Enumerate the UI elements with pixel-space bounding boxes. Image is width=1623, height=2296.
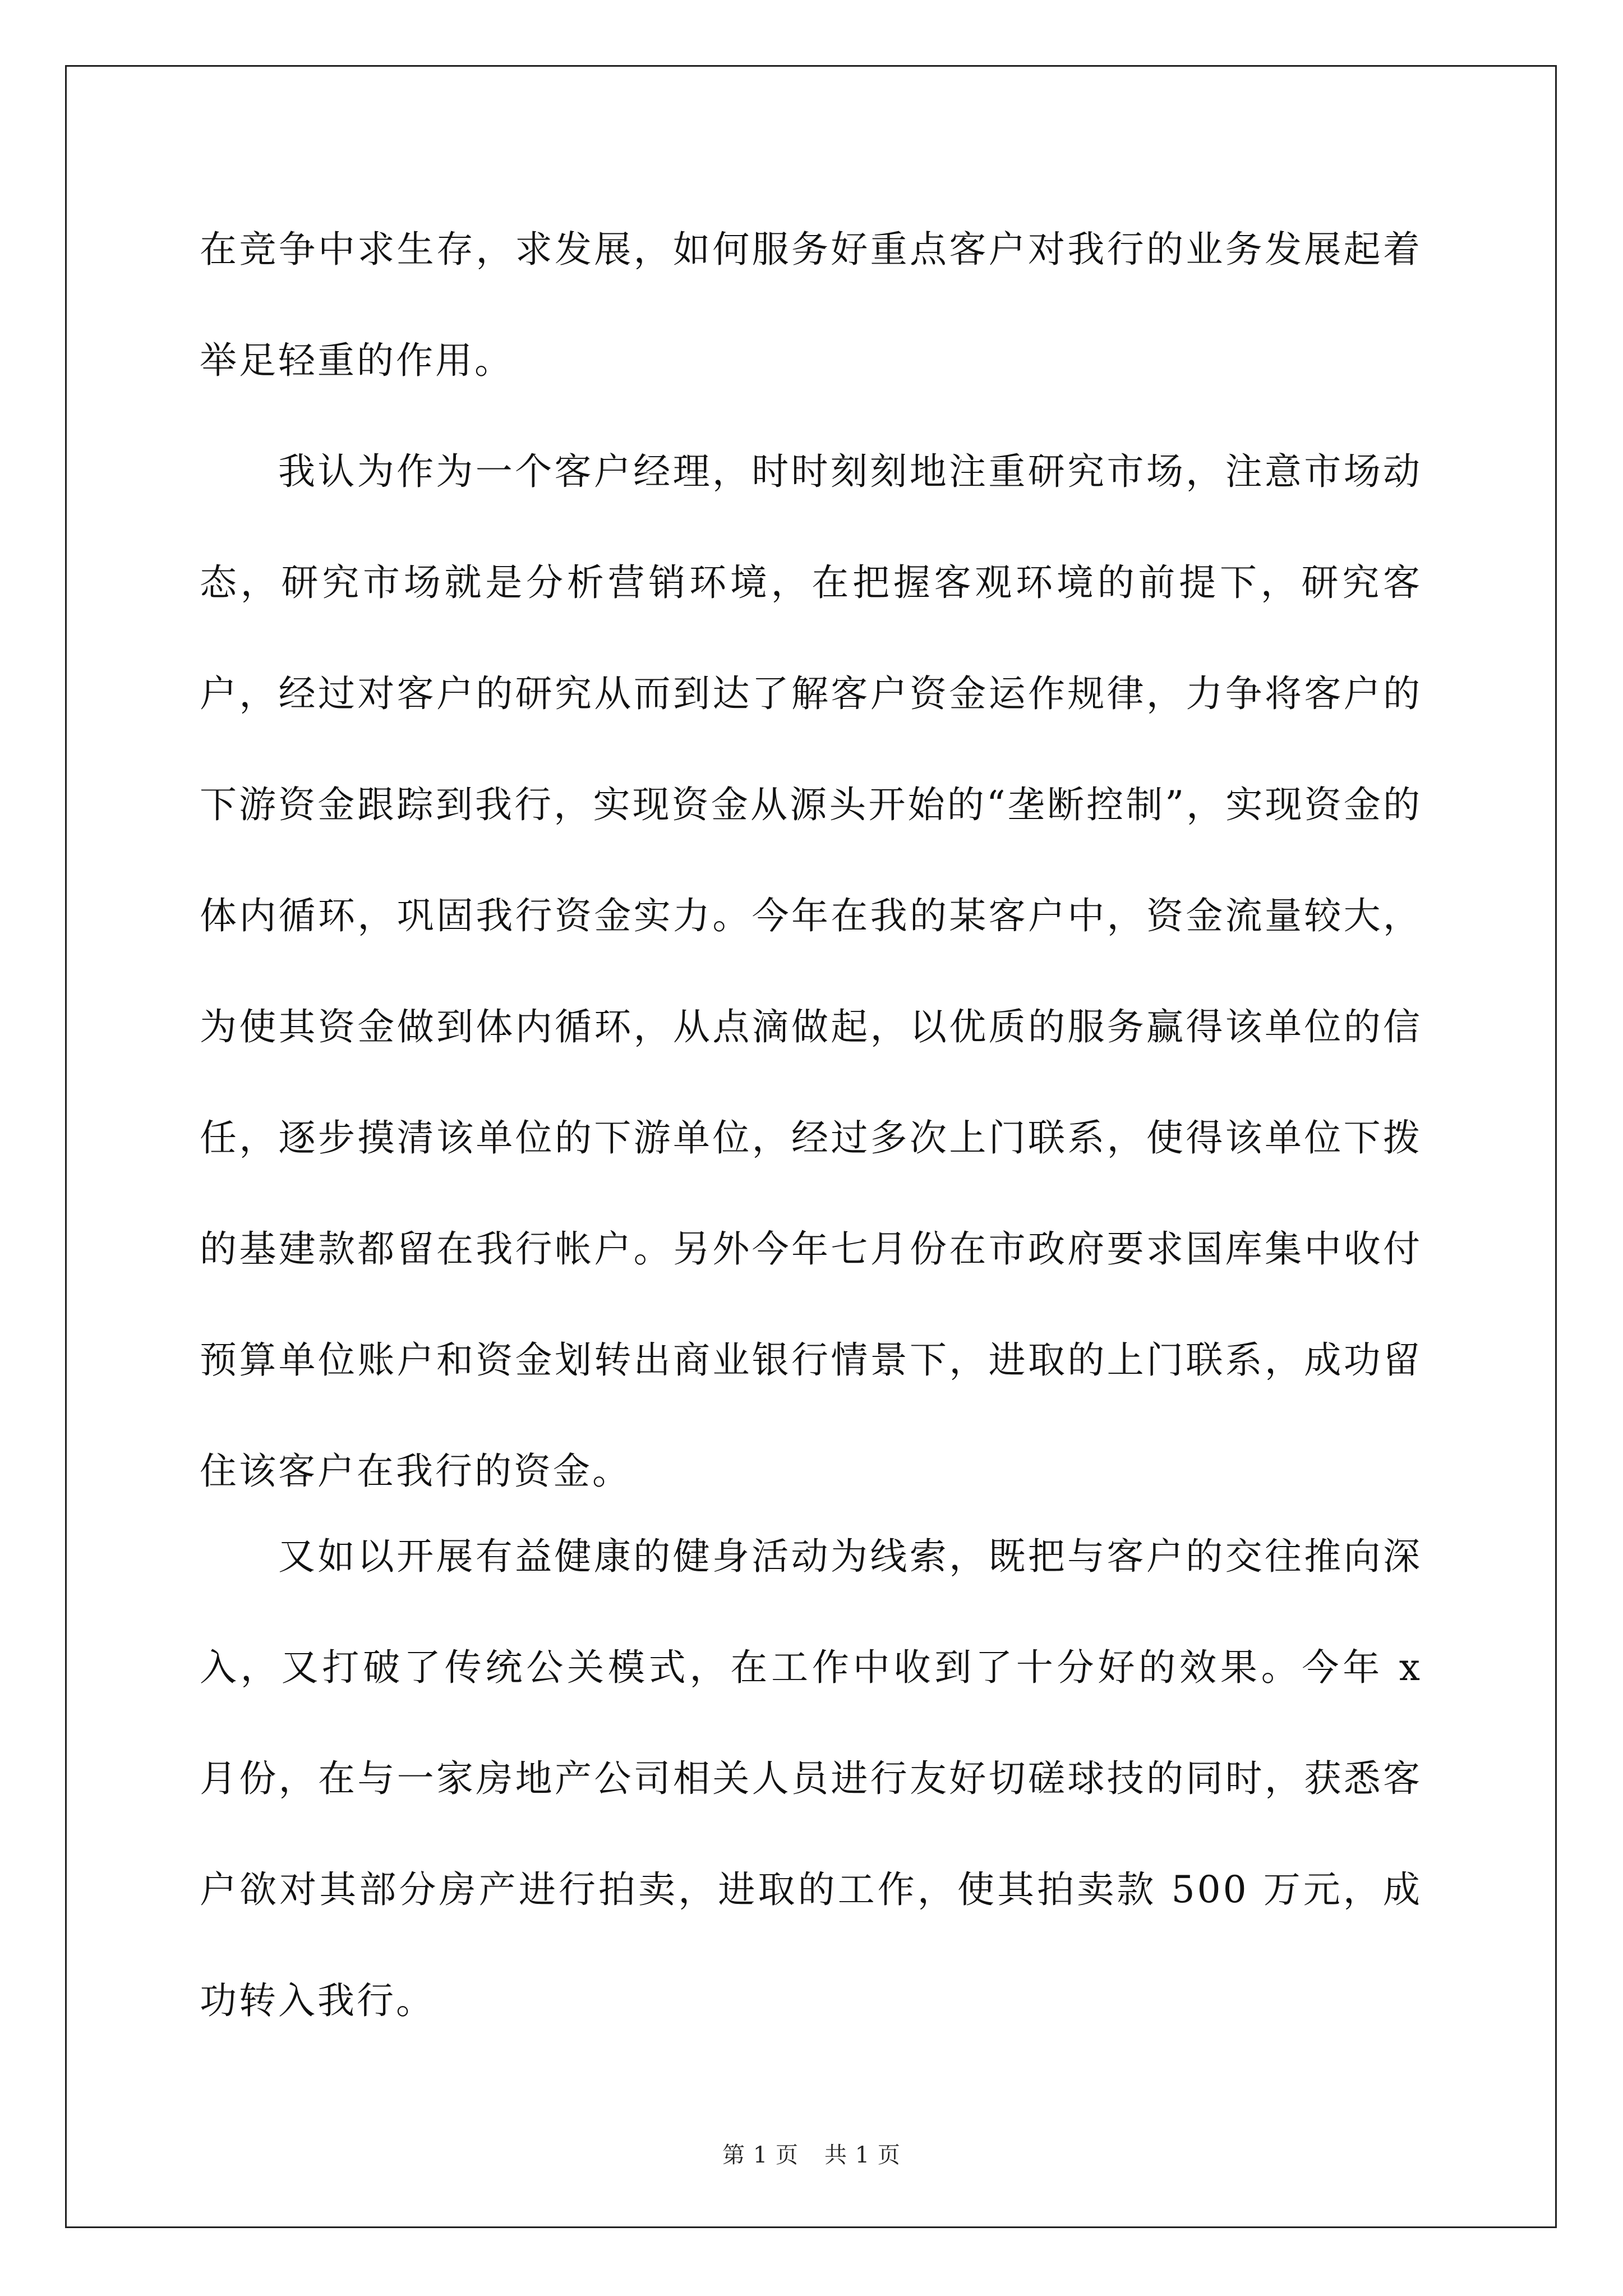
- paragraph-3: 又如以开展有益健康的健身活动为线索，既把与客户的交往推向深入，又打破了传统公关模式，在工作中收到了十分好的效果。今年 x 月份，在与一家房地产公司相关人员进行友好切磋球技的同时，获悉客户欲对其部分房产进行拍卖，进取的工作，使其拍卖款 500 万元，成功转入我行。: [200, 1535, 1422, 2022]
- paragraph-2: 我认为作为一个客户经理，时时刻刻地注重研究市场，注意市场动态，研究市场就是分析营销环境，在把握客观环境的前提下，研究客户，经过对客户的研究从而到达了解客户资金运作规律，力争将客户的下游资金跟踪到我行，实现资金从源头开始的“垄断控制”，实现资金的体内循环，巩固我行资金实力。今年在我的某客户中，资金流量较大，为使其资金做到体内循环，从点滴做起，以优质的服务赢得该单位的信任，逐步摸清该单位的下游单位，经过多次上门联系，使得该单位下拨的基建款都留在我行帐户。另外今年七月份在市政府要求国库集中收付预算单位账户和资金划转出商业银行情景下，进取的上门联系，成功留住该客户在我行的资金。: [200, 450, 1422, 1493]
- page-number-total: 共 1 页: [824, 2142, 901, 2168]
- page-number-current: 第 1 页: [722, 2142, 799, 2168]
- paragraph-1: 在竞争中求生存，求发展，如何服务好重点客户对我行的业务发展起着举足轻重的作用。: [200, 228, 1422, 382]
- page-footer: [0, 2137, 1623, 2169]
